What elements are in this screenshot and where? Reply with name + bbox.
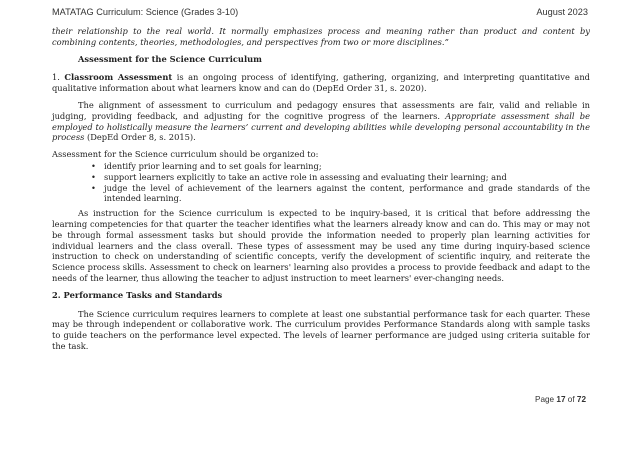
page-header [52,7,588,17]
organized-intro: Assessment for the Science curriculum should be organized to: [52,149,319,160]
classroom-assessment-term: Classroom Assessment [64,72,173,83]
document-body [52,26,590,358]
page-label: Page [534,395,557,404]
of-label: of [565,395,577,404]
header-document-title: MATATAG Curriculum: Science (Grades 3-10) [52,7,239,17]
performance-tasks-heading: 2. Performance Tasks and Standards [52,289,223,300]
alignment-italic-text: Appropriate assessment shall be employed to holistically measure the learners’ current and developing abilities while developing personal accountability in the process [52,110,591,143]
page-footer [535,395,586,404]
classroom-assessment-paragraph [52,72,590,94]
assessment-goals-list [52,161,590,204]
classroom-assessment-definition: is an ongoing process of identifying, gathering, organizing, and interpreting quantitative and qualitative information about what learners know and can do (DepEd Order 31, s. 2020). [52,72,590,94]
total-pages: 72 [576,395,586,404]
section-number: 1. [52,72,65,83]
alignment-citation: (DepEd Order 8, s. 2015). [84,132,196,143]
list-item: • identify prior learning and to set goals for learning; [104,161,590,172]
page-number: 17 [556,395,566,404]
header-date: August 2023 [536,7,588,17]
list-item: • judge the level of achievement of the learners against the content, performance and grade standards of the intended learning. [104,183,590,205]
intro-paragraph: their relationship to the real world. It normally emphasizes process and meaning rather than product and content by combining contents, theories, methodologies, and perspectives from two or more disciplines.” [52,26,590,47]
list-item: • support learners explicitly to take an active role in assessing and evaluating their learning; and [104,172,590,183]
alignment-text: The alignment of assessment to curriculum and pedagogy ensures that assessments are fair, valid and reliable in judging, providing feedback, and adjusting for the cognitive progress of the learners. [52,99,590,121]
alignment-paragraph [52,100,590,143]
assessment-heading: Assessment for the Science Curriculum [78,53,262,64]
inquiry-paragraph: As instruction for the Science curriculum is expected to be inquiry-based, it is critical that before addressing the learning competencies for that quarter the teacher identifies what the learners already know and can do. This may or may not be through formal assessment tasks but should provide the information needed to properly plan learning activities for individual learners and the class overall. These types of assessment may be used any time during inquiry-based science instruction to check on understanding of scientific concepts, verify the development of scientific inquiry, and reiterate the Science process skills. Assessment to check on learners' learning also provides a process to provide feedback and adapt to the needs of the learner, thus allowing the teacher to adjust instruction to meet learners' ever-changing needs. [52,208,590,283]
performance-tasks-paragraph: The Science curriculum requires learners to complete at least one substantial performance task for each quarter. These may be through independent or collaborative work. The curriculum provides Performance Standards along with sample tasks to guide teachers on the performance level expected. The levels of learner performance are judged using criteria suitable for the task. [52,308,590,351]
